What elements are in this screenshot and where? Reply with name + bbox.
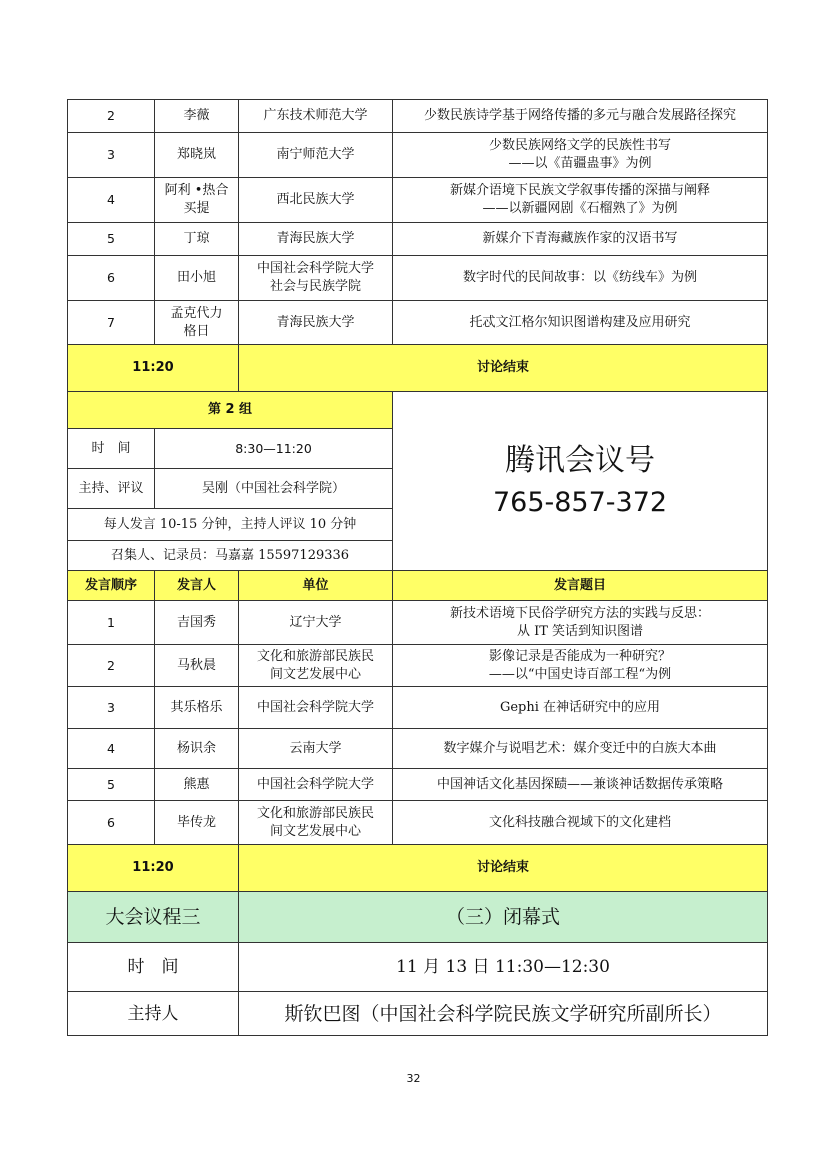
header-topic: 发言题目 [393,571,768,601]
speaker-order: 6 [68,801,155,845]
group2-rows [68,601,768,845]
speaker-topic-line: ——以《苗疆蛊事》为例 [508,156,652,171]
tencent-meeting-box [393,392,768,571]
speaker-name [155,256,239,301]
speaker-topic [393,100,768,133]
group2-time-label: 时 间 [68,429,155,469]
speaker-unit-line: 间文艺发展中心 [269,666,361,682]
speaker-name [155,645,239,687]
speaker-topic [393,223,768,256]
group2-title: 第 2 组 [68,392,393,429]
header-unit: 单位 [239,571,393,601]
speaker-unit-line: 青海民族大学 [276,231,355,246]
table-row [68,133,768,178]
speaker-unit [239,223,393,256]
speaker-order: 3 [68,687,155,729]
speaker-name [155,601,239,645]
speaker-topic-line: 新媒介语境下民族文学叙事传播的深描与阐释 [450,183,711,198]
speaker-unit-line: 文化和旅游部民族民 [256,648,374,664]
speaker-name-line: 买提 [183,201,210,216]
speaker-name [155,178,239,223]
speaker-name [155,729,239,769]
speaker-name [155,687,239,729]
speaker-name [155,301,239,345]
speaker-unit [239,801,393,845]
speaker-order: 2 [68,100,155,133]
speaker-topic-line: 数字媒介与说唱艺术：媒介变迁中的白族大本曲 [443,740,717,756]
speaker-name-line: 李薇 [183,108,210,123]
speaker-unit [239,687,393,729]
speaker-unit-line: 云南大学 [289,740,342,756]
speaker-unit [239,601,393,645]
speaker-name-line: 丁琼 [183,231,210,246]
group1-end-row [68,345,768,392]
speaker-name [155,223,239,256]
speaker-unit [239,769,393,801]
speaker-name-line: 杨识余 [176,740,216,756]
group2-end-time: 11:20 [68,845,239,892]
speaker-unit [239,100,393,133]
speaker-topic-line: 少数民族诗学基于网络传播的多元与融合发展路径探究 [424,108,737,123]
speaker-unit-line: 辽宁大学 [289,614,342,630]
speaker-topic-line: 新媒介下青海藏族作家的汉语书写 [482,231,678,246]
speaker-unit-line: 广东技术师范大学 [263,108,368,123]
table-row [68,100,768,133]
speaker-order: 1 [68,601,155,645]
table-row [68,601,768,645]
speaker-name-line: 毕传龙 [176,814,216,830]
speaker-topic-line: 中国神话文化基因探赜——兼谈神话数据传承策略 [437,776,724,792]
speaker-unit [239,301,393,345]
closing-time-label: 时 间 [68,943,239,992]
table-row [68,687,768,729]
closing-time-row [68,943,768,992]
speaker-topic-line: 从 IT 笑话到知识图谱 [516,623,644,639]
speaker-topic-line: 文化科技融合视域下的文化建档 [489,814,672,830]
speaker-unit [239,256,393,301]
speaker-unit-line: 南宁师范大学 [276,147,355,162]
speaker-order: 4 [68,178,155,223]
speaker-topic-line: 数字时代的民间故事：以《纺线车》为例 [463,270,698,285]
closing-agenda-label: 大会议程三 [68,892,239,943]
speaker-name [155,133,239,178]
speaker-order: 2 [68,645,155,687]
speaker-name [155,769,239,801]
speaker-name-line: 郑晓岚 [176,147,216,162]
speaker-topic [393,769,768,801]
closing-host-row [68,992,768,1036]
schedule-table [67,99,768,1036]
speaker-topic [393,601,768,645]
table-row [68,645,768,687]
closing-title-row [68,892,768,943]
speaker-name [155,801,239,845]
group2-host-value: 吴刚（中国社会科学院） [155,469,393,509]
speaker-unit-line: 中国社会科学院大学 [256,699,374,715]
speaker-unit-line: 中国社会科学院大学 [256,776,374,792]
speaker-name-line: 其乐格乐 [170,699,223,715]
group2-convener: 召集人、记录员：马嘉嘉 15597129336 [68,541,393,571]
speaker-unit-line: 社会与民族学院 [269,279,361,294]
group2-host-label: 主持、评议 [68,469,155,509]
speaker-order: 6 [68,256,155,301]
speaker-unit [239,729,393,769]
header-speaker: 发言人 [155,571,239,601]
speaker-unit-line: 青海民族大学 [276,314,355,330]
speaker-topic-line: 新技术语境下民俗学研究方法的实践与反思： [450,605,711,621]
speaker-order: 5 [68,769,155,801]
group2-header-row [68,571,768,601]
speaker-topic [393,687,768,729]
speaker-name-line: 阿利 •热合 [164,183,229,198]
speaker-unit-line: 中国社会科学院大学 [256,261,374,276]
speaker-order: 7 [68,301,155,345]
page-number: 32 [406,1072,421,1085]
speaker-unit-line: 文化和旅游部民族民 [256,805,374,821]
group2-title-row [68,392,768,429]
tencent-meeting-label: 腾讯会议号 [505,443,656,478]
header-order: 发言顺序 [68,571,155,601]
speaker-topic-line: ——以“中国史诗百部工程“为例 [488,666,672,682]
table-row [68,256,768,301]
tencent-meeting-number: 765-857-372 [492,487,668,518]
speaker-order: 4 [68,729,155,769]
speaker-topic-line: 托忒文江格尔知识图谱构建及应用研究 [469,314,691,330]
speaker-topic [393,256,768,301]
speaker-topic-line: 少数民族网络文学的民族性书写 [489,138,672,153]
table-row [68,301,768,345]
closing-host-value: 斯钦巴图（中国社会科学院民族文学研究所副所长） [239,992,768,1036]
speaker-unit [239,645,393,687]
table-row [68,178,768,223]
speaker-order: 5 [68,223,155,256]
speaker-name-line: 吉国秀 [176,614,216,630]
table-row [68,769,768,801]
group2-time-value: 8:30—11:20 [155,429,393,469]
speaker-name-line: 孟克代力 [170,305,223,321]
group2-rule: 每人发言 10-15 分钟，主持人评议 10 分钟 [68,509,393,541]
speaker-topic [393,801,768,845]
speaker-topic [393,133,768,178]
group1-end-time: 11:20 [68,345,239,392]
group2-end-label: 讨论结束 [239,845,768,892]
speaker-topic [393,301,768,345]
speaker-name-line: 田小旭 [176,270,216,285]
closing-time-value: 11 月 13 日 11:30—12:30 [239,943,768,992]
speaker-topic [393,645,768,687]
speaker-topic [393,178,768,223]
speaker-topic [393,729,768,769]
speaker-topic-line: ——以新疆网剧《石榴熟了》为例 [482,201,678,216]
speaker-unit-line: 西北民族大学 [276,192,355,207]
speaker-unit-line: 间文艺发展中心 [269,823,361,839]
group2-end-row [68,845,768,892]
speaker-name-line: 马秋晨 [176,657,216,673]
speaker-topic-line: Gephi 在神话研究中的应用 [499,699,661,715]
speaker-name-line: 熊惠 [183,776,210,792]
speaker-name-line: 格日 [183,323,210,339]
speaker-unit [239,178,393,223]
speaker-order: 3 [68,133,155,178]
closing-title: （三）闭幕式 [239,892,768,943]
speaker-topic-line: 影像记录是否能成为一种研究？ [489,648,672,664]
table-row [68,223,768,256]
group1-rows [68,100,768,345]
schedule-sheet [67,99,767,1036]
closing-host-label: 主持人 [68,992,239,1036]
table-row [68,729,768,769]
group1-end-label: 讨论结束 [239,345,768,392]
speaker-unit [239,133,393,178]
speaker-name [155,100,239,133]
table-row [68,801,768,845]
